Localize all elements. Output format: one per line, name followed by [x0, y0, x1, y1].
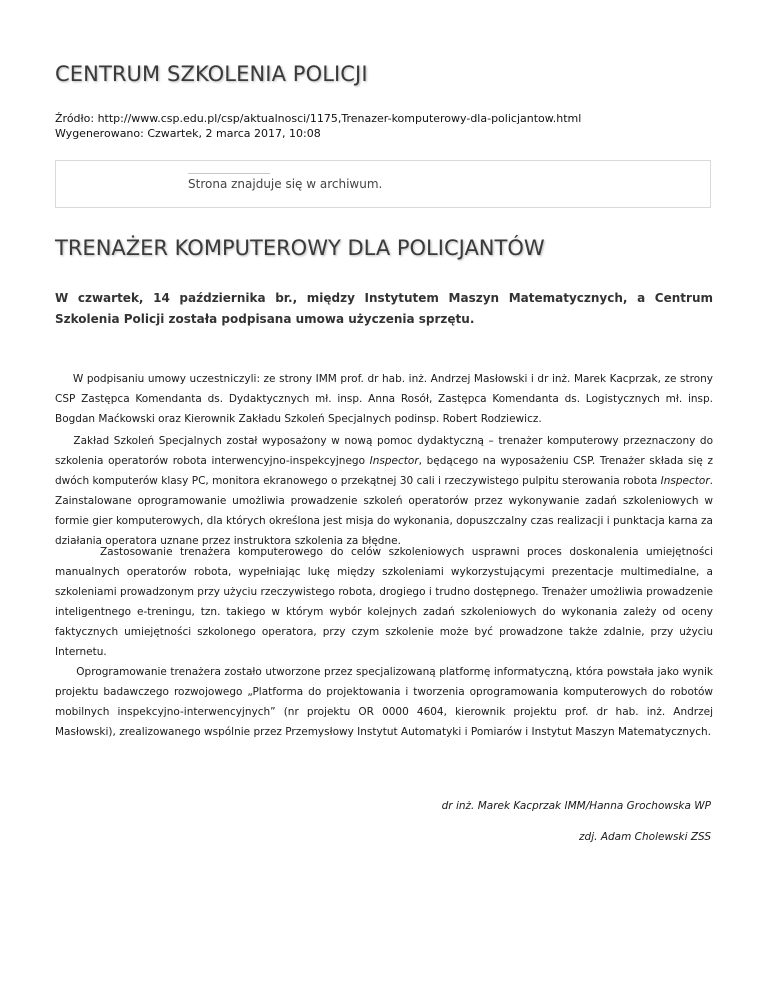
print-meta	[55, 111, 581, 141]
photo-credit: zdj. Adam Cholewski ZSS	[579, 831, 711, 843]
site-title: CENTRUM SZKOLENIA POLICJI	[55, 62, 368, 86]
generated-line: Wygenerowano: Czwartek, 2 marca 2017, 10:08	[55, 127, 321, 140]
article-paragraph	[55, 369, 713, 429]
paragraph-text: W podpisaniu umowy uczestniczyli: ze strony IMM prof. dr hab. inż. Andrzej Masłowski i dr inż. Marek Kacprzak, ze strony CSP Zastępca Komendanta ds. Dydaktycznych mł. insp. Anna Rosół, Zastępca Komendanta ds. Logistycznych mł. insp. Bogdan Maćkowski oraz Kierownik Zakładu Szkoleń Specjalnych podinsp. Robert Rodziewicz.	[55, 373, 713, 425]
author-signature: dr inż. Marek Kacprzak IMM/Hanna Grochowska WP	[441, 800, 711, 812]
archive-divider	[188, 173, 270, 174]
paragraph-text: Zakład Szkoleń Specjalnych został wyposażony w nową pomoc dydaktyczną – trenażer komputerowy przeznaczony do szkolenia operatorów robota interwencyjno-inspekcyjnego	[55, 435, 713, 467]
source-line: Źródło: http://www.csp.edu.pl/csp/aktualnosci/1175,Trenazer-komputerowy-dla-policjantow.html	[55, 112, 582, 125]
archive-notice-box	[55, 160, 711, 208]
product-name: Inspector	[660, 475, 710, 487]
article-title: TRENAŻER KOMPUTEROWY DLA POLICJANTÓW	[55, 236, 545, 260]
article-paragraph	[55, 431, 713, 551]
paragraph-text: , będącego na wyposażeniu CSP. Trenażer składa się z dwóch komputerów klasy PC, monitora ekranowego o przekątnej 30 cali i rzeczywistego pulpitu sterowania robota	[55, 455, 713, 487]
paragraph-text: Zastosowanie trenażera komputerowego do celów szkoleniowych usprawni proces doskonalenia umiejętności manualnych operatorów robota, wypełniając lukę między szkoleniami wykorzystującymi prezentacje multimedialne, a szkoleniami prowadzonym przy użyciu rzeczywistego robota, drogiego i trudno dostępnego. Trenażer umożliwia prowadzenie inteligentnego e-treningu, tzn. takiego w którym wybór kolejnych zadań szkoleniowych do wykonania zależy od oceny faktycznych umiejętności szkolonego operatora, przy czym szkolenie może być prowadzone także zdalnie, przy użyciu Internetu.	[55, 546, 713, 658]
paragraph-text: . Zainstalowane oprogramowanie umożliwia prowadzenie szkoleń operatorów przez wykonywanie zadań szkoleniowych w formie gier komputerowych, dla których określona jest misja do wykonania, dopuszczalny czas realizacji i punktacja karna za działania operatora uznane przez instruktora szkolenia za błędne.	[55, 475, 713, 547]
paragraph-text: Oprogramowanie trenażera zostało utworzone przez specjalizowaną platformę informatyczną, która powstała jako wynik projektu badawczego rozwojowego „Platforma do projektowania i tworzenia oprogramowania komputerowych do robotów mobilnych inspekcyjno-interwencyjnych” (nr projektu OR 0000 4604, kierownik projektu prof. dr hab. inż. Andrzej Masłowski), zrealizowanego wspólnie przez Przemysłowy Instytut Automatyki i Pomiarów i Instytut Maszyn Matematycznych.	[55, 666, 713, 738]
product-name: Inspector	[369, 455, 419, 467]
article-paragraph	[55, 662, 713, 742]
article-lead: W czwartek, 14 października br., między Instytutem Maszyn Matematycznych, a Centrum Szkolenia Policji została podpisana umowa użyczenia sprzętu.	[55, 291, 713, 326]
article-paragraph	[55, 542, 713, 662]
archive-notice: Strona znajduje się w archiwum.	[188, 177, 383, 191]
